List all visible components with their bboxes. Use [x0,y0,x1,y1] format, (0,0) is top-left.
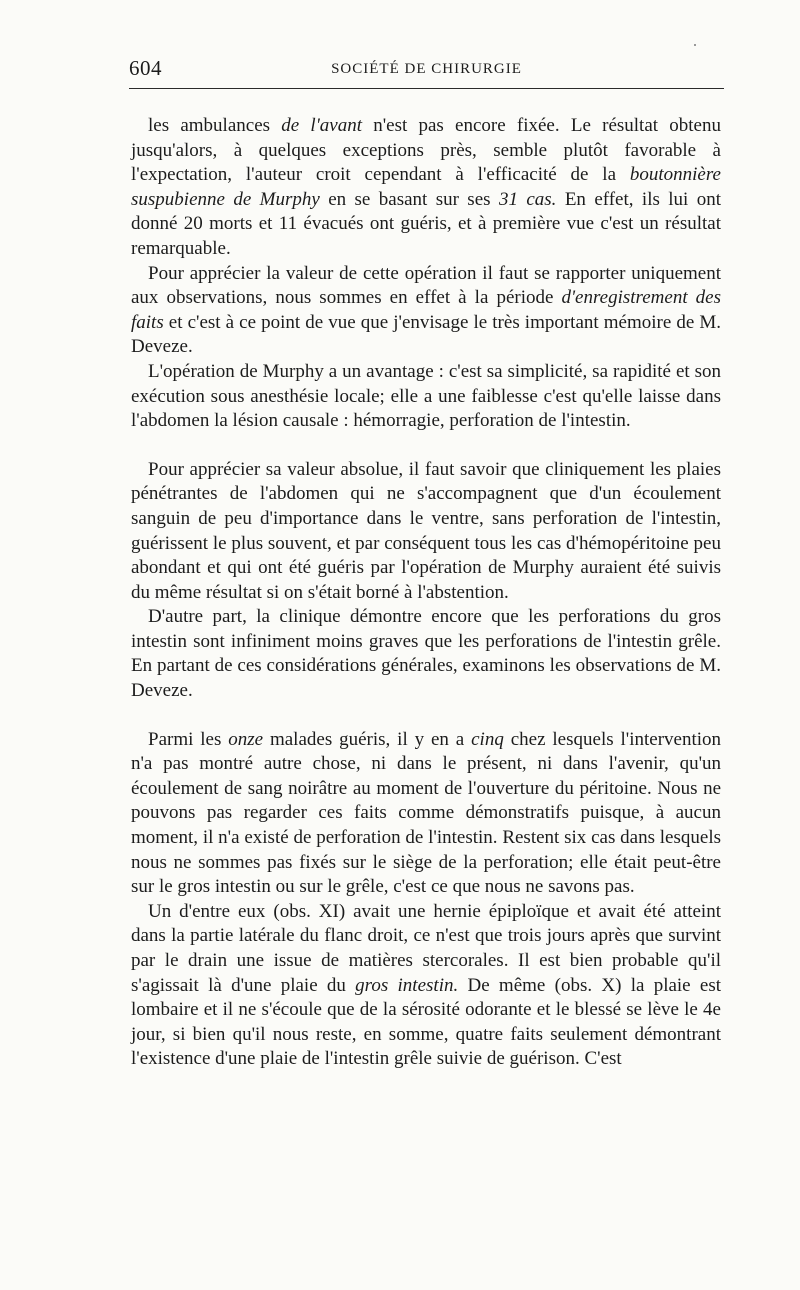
text-run: n'est pas encore fixée. Le résultat obtenu jusqu'alors, à quelques exceptions près, semble plutôt favorable à l'expectation, l'auteur croit cependant à l'efficacité de la [131,115,721,186]
running-head: SOCIÉTÉ DE CHIRURGIE [331,61,522,77]
italic-text: d'enregistrement des faits [131,287,722,333]
text-run: et c'est à ce point de vue que j'envisage le très important mémoire de M. Deveze. [131,311,721,358]
paragraph [131,458,721,606]
italic-text: boutonnière suspubienne de Murphy [131,164,721,210]
italic-text: onze [228,728,264,750]
text-run: Parmi les [148,728,229,750]
page-number: 604 [129,56,162,80]
text-run: en se basant sur ses [319,188,499,210]
paragraph [131,360,721,434]
paragraph [131,114,721,262]
paragraph [131,900,721,1072]
text-run: chez lesquels l'intervention n'a pas montré autre chose, ni dans le présent, ni dans l'avenir, qu'un écoulement de sang noirâtre au moment de l'ouverture du péritoine. Nous ne pouvons pas regarder ces faits comme démonstratifs puisque, à aucun moment, il n'a existé de perforation de l'intestin. Restent six cas dans lesquels nous ne sommes pas fixés sur le siège de la perforation; elle était peut-être sur le gros intestin ou sur le grêle, c'est ce que nous ne savons pas. [131,728,722,898]
text-run: D'autre part, la clinique démontre encore que les perforations du gros intestin sont infiniment moins graves que les perforations de l'intestin grêle. En partant de ces considérations générales, examinons les observations de M. Deveze. [131,606,721,702]
italic-text: 31 cas. [498,188,557,210]
text-run: Un d'entre eux (obs. XI) avait une hernie épiploïque et avait été atteint dans la partie latérale du flanc droit, ce n'est que trois jours après que survint par le drain une issue de matières stercorales. Il est bien probable qu'il s'agissait là d'une plaie du [131,900,721,996]
paragraph [131,605,721,703]
paragraph [131,262,721,360]
text-run: L'opération de Murphy a un avantage : c'est sa simplicité, sa rapidité et son exécution sous anesthésie locale; elle a une faiblesse c'est qu'elle laisse dans l'abdomen la lésion causale : hémorragie, perforation de l'intestin. [131,360,721,432]
text-run: De même (obs. X) la plaie est lombaire et il ne s'écoule que de la sérosité odorante et le blessé se lève le 4e jour, si bien qu'il nous reste, en somme, quatre faits seulement démontrant l'existence d'une plaie de l'intestin grêle suivie de guérison. C'est [131,974,721,1070]
paragraph [131,728,721,900]
text-run: les ambulances [148,115,282,136]
italic-text: gros intestin. [355,974,459,996]
page-header [129,52,724,89]
text-run: Pour apprécier la valeur de cette opération il faut se rapporter uniquement aux observations, nous sommes en effet à la période [131,262,721,309]
text-run: malades guéris, il y en a [263,728,472,750]
book-page [131,52,721,1072]
italic-text: de l'avant [281,115,362,136]
italic-text: cinq [471,728,504,750]
scan-speck [694,44,696,46]
text-run: Pour apprécier sa valeur absolue, il faut savoir que cliniquement les plaies pénétrantes de l'abdomen qui ne s'accompagnent que d'un écoulement sanguin de peu d'importance dans le ventre, sans perforation de l'intestin, guérissent le plus souvent, et par conséquent tous les cas d'hémopéritoine peu abondant et qui ont été guéris par l'opération de Murphy auraient été suivis du même résultat si on s'était borné à l'abstention. [131,458,721,603]
text-run: En effet, ils lui ont donné 20 morts et 11 évacués ont guéris, et à première vue c'est un résultat remarquable. [131,188,721,259]
body-text [131,114,721,1072]
